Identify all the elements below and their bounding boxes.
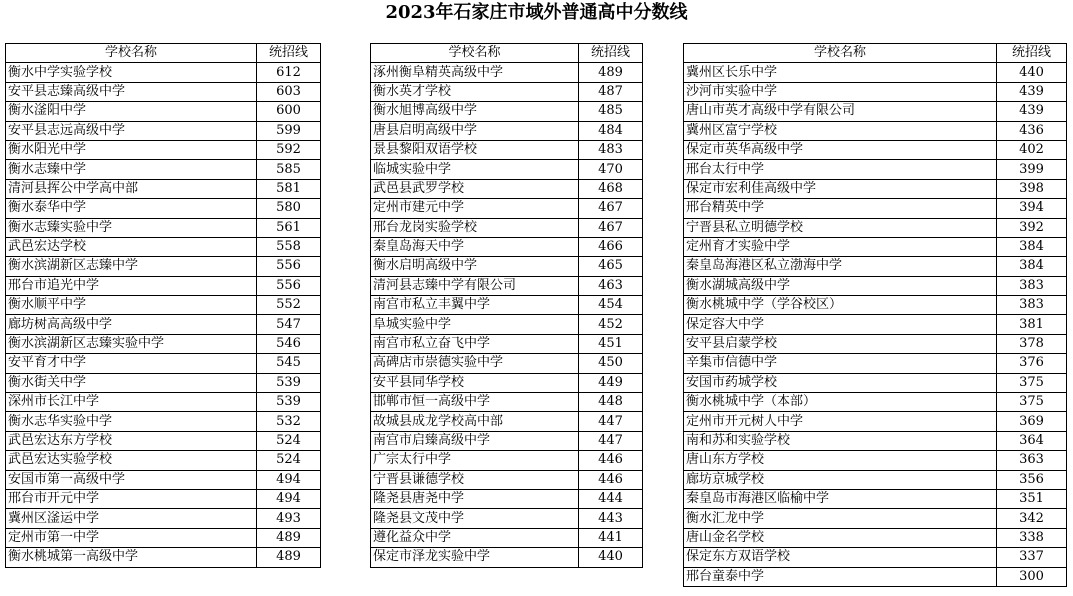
score-cell: 599 — [257, 121, 321, 140]
school-name-cell: 广宗太行中学 — [371, 451, 579, 470]
school-name-cell: 冀州区滏运中学 — [6, 509, 257, 528]
table-row — [684, 393, 1067, 412]
score-cell: 585 — [257, 160, 321, 179]
table-row — [371, 489, 643, 508]
score-cell: 468 — [579, 179, 643, 198]
table-row — [6, 140, 321, 159]
table-row — [371, 140, 643, 159]
school-name-cell: 秦皇岛海港区私立渤海中学 — [684, 257, 997, 276]
table-row — [6, 315, 321, 334]
header-row — [371, 44, 643, 63]
school-name-cell: 衡水滨湖新区志臻中学 — [6, 257, 257, 276]
table-row — [6, 451, 321, 470]
school-name-cell: 衡水桃城中学（学谷校区） — [684, 296, 997, 315]
score-cell: 467 — [579, 218, 643, 237]
school-name-cell: 保定容大中学 — [684, 315, 997, 334]
school-name-cell: 衡水滨湖新区志臻实验中学 — [6, 334, 257, 353]
table-row — [6, 296, 321, 315]
table-row — [684, 470, 1067, 489]
table-row — [6, 548, 321, 567]
table-row — [371, 509, 643, 528]
table-row — [6, 412, 321, 431]
score-cell: 546 — [257, 334, 321, 353]
score-table-1 — [5, 43, 321, 568]
school-name-cell: 保定市泽龙实验中学 — [371, 548, 579, 567]
score-cell: 338 — [997, 528, 1067, 547]
table-row — [684, 528, 1067, 547]
school-name-cell: 定州市开元树人中学 — [684, 412, 997, 431]
score-cell: 556 — [257, 257, 321, 276]
score-cell: 383 — [997, 296, 1067, 315]
table-row — [371, 257, 643, 276]
table-row — [371, 102, 643, 121]
score-cell: 466 — [579, 237, 643, 256]
table-row — [684, 373, 1067, 392]
table-row — [684, 102, 1067, 121]
score-cell: 402 — [997, 140, 1067, 159]
school-name-cell: 衡水志臻中学 — [6, 160, 257, 179]
table-row — [371, 121, 643, 140]
table-row — [684, 412, 1067, 431]
column-header-name: 学校名称 — [6, 44, 257, 63]
score-cell: 383 — [997, 276, 1067, 295]
school-name-cell: 清河县挥公中学高中部 — [6, 179, 257, 198]
table-row — [6, 509, 321, 528]
table-row — [6, 160, 321, 179]
school-name-cell: 衡水街关中学 — [6, 373, 257, 392]
school-name-cell: 秦皇岛海天中学 — [371, 237, 579, 256]
school-name-cell: 邯郸市恒一高级中学 — [371, 393, 579, 412]
school-name-cell: 邢台精英中学 — [684, 199, 997, 218]
score-cell: 394 — [997, 199, 1067, 218]
school-name-cell: 衡水泰华中学 — [6, 199, 257, 218]
table-row — [684, 509, 1067, 528]
table-row — [371, 528, 643, 547]
table-row — [684, 179, 1067, 198]
school-name-cell: 邢台市开元中学 — [6, 489, 257, 508]
table-row — [6, 82, 321, 101]
school-name-cell: 南宫市私立丰翼中学 — [371, 296, 579, 315]
score-cell: 612 — [257, 63, 321, 82]
school-name-cell: 武邑宏达东方学校 — [6, 431, 257, 450]
score-cell: 524 — [257, 431, 321, 450]
score-cell: 489 — [579, 63, 643, 82]
table-row — [371, 199, 643, 218]
school-name-cell: 邢台太行中学 — [684, 160, 997, 179]
score-cell: 369 — [997, 412, 1067, 431]
score-cell: 440 — [579, 548, 643, 567]
school-name-cell: 唐山东方学校 — [684, 451, 997, 470]
school-name-cell: 廊坊树高高级中学 — [6, 315, 257, 334]
score-cell: 444 — [579, 489, 643, 508]
school-name-cell: 故城县成龙学校高中部 — [371, 412, 579, 431]
school-name-cell: 衡水旭博高级中学 — [371, 102, 579, 121]
table-row — [6, 179, 321, 198]
table-row — [371, 179, 643, 198]
school-name-cell: 武邑宏达实验学校 — [6, 451, 257, 470]
score-cell: 467 — [579, 199, 643, 218]
table-row — [684, 489, 1067, 508]
table-row — [6, 354, 321, 373]
score-cell: 441 — [579, 528, 643, 547]
score-cell: 446 — [579, 451, 643, 470]
table-row — [371, 431, 643, 450]
table-row — [371, 315, 643, 334]
score-cell: 364 — [997, 431, 1067, 450]
column-header-score: 统招线 — [579, 44, 643, 63]
school-name-cell: 邢台童泰中学 — [684, 567, 997, 586]
score-cell: 376 — [997, 354, 1067, 373]
score-table-3 — [683, 43, 1067, 587]
score-cell: 545 — [257, 354, 321, 373]
score-cell: 561 — [257, 218, 321, 237]
score-cell: 470 — [579, 160, 643, 179]
table-row — [6, 276, 321, 295]
score-cell: 532 — [257, 412, 321, 431]
score-cell: 581 — [257, 179, 321, 198]
school-name-cell: 安国市第一高级中学 — [6, 470, 257, 489]
score-cell: 592 — [257, 140, 321, 159]
school-name-cell: 冀州区富宁学校 — [684, 121, 997, 140]
school-name-cell: 武邑县武罗学校 — [371, 179, 579, 198]
score-cell: 484 — [579, 121, 643, 140]
table-row — [684, 567, 1067, 586]
table-row — [371, 393, 643, 412]
score-table-2 — [370, 43, 643, 568]
school-name-cell: 高碑店市崇德实验中学 — [371, 354, 579, 373]
table-row — [371, 548, 643, 567]
school-name-cell: 安平县同华学校 — [371, 373, 579, 392]
school-name-cell: 廊坊京城学校 — [684, 470, 997, 489]
table-row — [371, 276, 643, 295]
table-row — [371, 63, 643, 82]
score-cell: 447 — [579, 431, 643, 450]
score-cell: 558 — [257, 237, 321, 256]
score-cell: 375 — [997, 393, 1067, 412]
table-row — [371, 296, 643, 315]
table-row — [6, 470, 321, 489]
score-cell: 384 — [997, 237, 1067, 256]
table-row — [6, 63, 321, 82]
school-name-cell: 南宫市私立奋飞中学 — [371, 334, 579, 353]
column-header-score: 统招线 — [997, 44, 1067, 63]
table-row — [684, 431, 1067, 450]
table-row — [371, 373, 643, 392]
score-cell: 399 — [997, 160, 1067, 179]
school-name-cell: 唐山金名学校 — [684, 528, 997, 547]
school-name-cell: 定州市第一中学 — [6, 528, 257, 547]
school-name-cell: 邢台市追光中学 — [6, 276, 257, 295]
table-row — [6, 199, 321, 218]
score-cell: 337 — [997, 548, 1067, 567]
score-cell: 439 — [997, 102, 1067, 121]
score-cell: 489 — [257, 548, 321, 567]
table-row — [6, 528, 321, 547]
score-cell: 539 — [257, 393, 321, 412]
score-cell: 454 — [579, 296, 643, 315]
score-cell: 493 — [257, 509, 321, 528]
school-name-cell: 衡水桃城第一高级中学 — [6, 548, 257, 567]
school-name-cell: 衡水志臻实验中学 — [6, 218, 257, 237]
school-name-cell: 安国市药城学校 — [684, 373, 997, 392]
score-cell: 398 — [997, 179, 1067, 198]
school-name-cell: 安平县志臻高级中学 — [6, 82, 257, 101]
table-row — [6, 237, 321, 256]
table-row — [6, 121, 321, 140]
score-cell: 381 — [997, 315, 1067, 334]
table-row — [371, 354, 643, 373]
score-cell: 552 — [257, 296, 321, 315]
column-header-name: 学校名称 — [684, 44, 997, 63]
header-row — [684, 44, 1067, 63]
score-cell: 556 — [257, 276, 321, 295]
table-row — [684, 218, 1067, 237]
score-cell: 439 — [997, 82, 1067, 101]
score-cell: 436 — [997, 121, 1067, 140]
table-row — [6, 393, 321, 412]
school-name-cell: 衡水汇龙中学 — [684, 509, 997, 528]
table-row — [684, 160, 1067, 179]
column-header-score: 统招线 — [257, 44, 321, 63]
table-row — [371, 412, 643, 431]
score-cell: 539 — [257, 373, 321, 392]
score-cell: 487 — [579, 82, 643, 101]
school-name-cell: 遵化益众中学 — [371, 528, 579, 547]
school-name-cell: 清河县志臻中学有限公司 — [371, 276, 579, 295]
school-name-cell: 定州育才实验中学 — [684, 237, 997, 256]
school-name-cell: 衡水湖城高级中学 — [684, 276, 997, 295]
school-name-cell: 深州市长江中学 — [6, 393, 257, 412]
table-row — [6, 102, 321, 121]
score-cell: 356 — [997, 470, 1067, 489]
school-name-cell: 衡水阳光中学 — [6, 140, 257, 159]
school-name-cell: 邢台龙岗实验学校 — [371, 218, 579, 237]
school-name-cell: 衡水英才学校 — [371, 82, 579, 101]
table-row — [684, 199, 1067, 218]
score-cell: 547 — [257, 315, 321, 334]
table-row — [371, 451, 643, 470]
school-name-cell: 临城实验中学 — [371, 160, 579, 179]
table-row — [684, 237, 1067, 256]
table-row — [684, 257, 1067, 276]
table-row — [371, 470, 643, 489]
school-name-cell: 安平县志远高级中学 — [6, 121, 257, 140]
school-name-cell: 安平育才中学 — [6, 354, 257, 373]
score-cell: 603 — [257, 82, 321, 101]
school-name-cell: 衡水顺平中学 — [6, 296, 257, 315]
table-row — [371, 160, 643, 179]
school-name-cell: 沙河市实验中学 — [684, 82, 997, 101]
column-header-name: 学校名称 — [371, 44, 579, 63]
table-row — [6, 334, 321, 353]
score-cell: 443 — [579, 509, 643, 528]
school-name-cell: 衡水桃城中学（本部） — [684, 393, 997, 412]
school-name-cell: 南宫市启臻高级中学 — [371, 431, 579, 450]
score-cell: 300 — [997, 567, 1067, 586]
school-name-cell: 阜城实验中学 — [371, 315, 579, 334]
score-cell: 489 — [257, 528, 321, 547]
score-cell: 452 — [579, 315, 643, 334]
table-row — [684, 451, 1067, 470]
table-row — [371, 237, 643, 256]
score-cell: 446 — [579, 470, 643, 489]
table-row — [371, 218, 643, 237]
score-cell: 351 — [997, 489, 1067, 508]
table-row — [684, 548, 1067, 567]
school-name-cell: 景县黎阳双语学校 — [371, 140, 579, 159]
score-cell: 450 — [579, 354, 643, 373]
table-row — [6, 489, 321, 508]
school-name-cell: 隆尧县唐尧中学 — [371, 489, 579, 508]
school-name-cell: 唐县启明高级中学 — [371, 121, 579, 140]
score-cell: 449 — [579, 373, 643, 392]
school-name-cell: 衡水滏阳中学 — [6, 102, 257, 121]
score-cell: 524 — [257, 451, 321, 470]
score-cell: 465 — [579, 257, 643, 276]
table-row — [6, 373, 321, 392]
score-cell: 447 — [579, 412, 643, 431]
school-name-cell: 保定东方双语学校 — [684, 548, 997, 567]
table-row — [6, 218, 321, 237]
school-name-cell: 涿州衡阜精英高级中学 — [371, 63, 579, 82]
score-cell: 580 — [257, 199, 321, 218]
score-cell: 494 — [257, 489, 321, 508]
table-row — [684, 82, 1067, 101]
school-name-cell: 宁晋县谦德学校 — [371, 470, 579, 489]
table-row — [684, 121, 1067, 140]
school-name-cell: 冀州区长乐中学 — [684, 63, 997, 82]
score-cell: 483 — [579, 140, 643, 159]
score-cell: 392 — [997, 218, 1067, 237]
score-cell: 463 — [579, 276, 643, 295]
school-name-cell: 安平县启蒙学校 — [684, 334, 997, 353]
school-name-cell: 辛集市信德中学 — [684, 354, 997, 373]
score-cell: 384 — [997, 257, 1067, 276]
table-row — [684, 63, 1067, 82]
table-row — [684, 315, 1067, 334]
school-name-cell: 保定市宏利佳高级中学 — [684, 179, 997, 198]
school-name-cell: 衡水中学实验学校 — [6, 63, 257, 82]
score-cell: 363 — [997, 451, 1067, 470]
page-title: 2023年石家庄市域外普通高中分数线 — [385, 2, 688, 23]
school-name-cell: 定州市建元中学 — [371, 199, 579, 218]
school-name-cell: 宁晋县私立明德学校 — [684, 218, 997, 237]
school-name-cell: 隆尧县文茂中学 — [371, 509, 579, 528]
table-row — [684, 334, 1067, 353]
school-name-cell: 保定市英华高级中学 — [684, 140, 997, 159]
school-name-cell: 衡水志华实验中学 — [6, 412, 257, 431]
table-row — [684, 296, 1067, 315]
school-name-cell: 衡水启明高级中学 — [371, 257, 579, 276]
score-cell: 494 — [257, 470, 321, 489]
score-cell: 440 — [997, 63, 1067, 82]
table-row — [684, 276, 1067, 295]
score-cell: 600 — [257, 102, 321, 121]
table-row — [684, 354, 1067, 373]
header-row — [6, 44, 321, 63]
score-cell: 448 — [579, 393, 643, 412]
table-row — [371, 334, 643, 353]
school-name-cell: 秦皇岛市海港区临榆中学 — [684, 489, 997, 508]
score-cell: 342 — [997, 509, 1067, 528]
score-cell: 375 — [997, 373, 1067, 392]
table-row — [6, 431, 321, 450]
table-row — [371, 82, 643, 101]
table-row — [684, 140, 1067, 159]
score-cell: 378 — [997, 334, 1067, 353]
school-name-cell: 武邑宏达学校 — [6, 237, 257, 256]
school-name-cell: 南和苏和实验学校 — [684, 431, 997, 450]
score-cell: 485 — [579, 102, 643, 121]
score-cell: 451 — [579, 334, 643, 353]
school-name-cell: 唐山市英才高级中学有限公司 — [684, 102, 997, 121]
table-row — [6, 257, 321, 276]
